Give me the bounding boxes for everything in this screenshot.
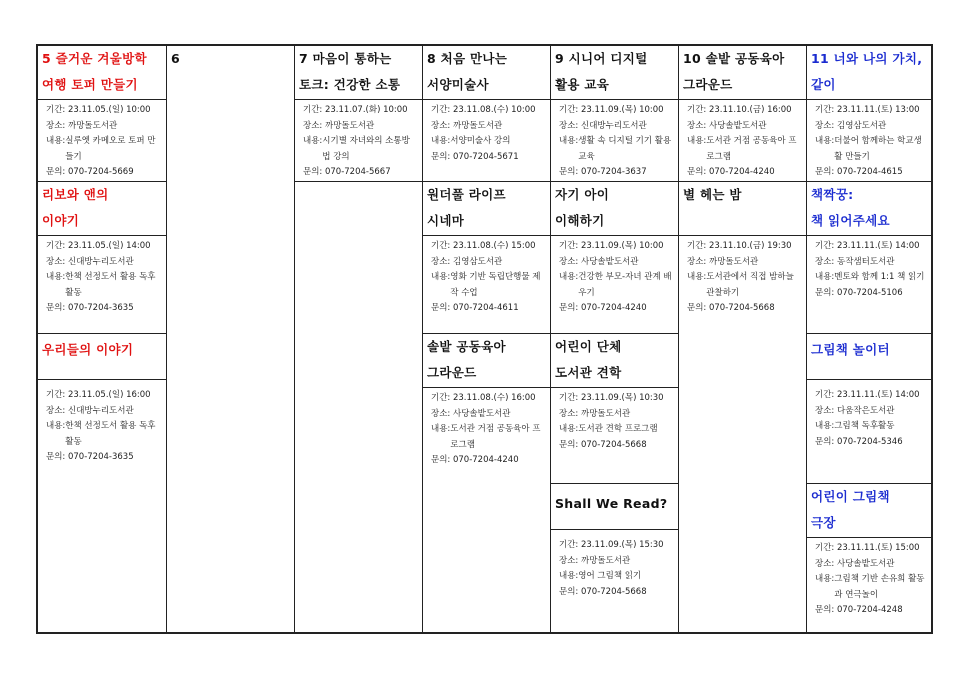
program-title: 9 시니어 디지털 활용 교육 — [551, 46, 678, 100]
day-column-9 — [550, 46, 678, 632]
program-title: 솔밭 공동육아 그라운드 — [423, 334, 550, 388]
program-details: 기간: 23.11.05.(일) 14:00 장소: 신대방누리도서관 내용: 한책 선정도서 활용 독후활동 문의: 070-7204-3635 — [38, 236, 166, 334]
calendar-grid — [36, 44, 933, 634]
day-column-7 — [294, 46, 422, 632]
program-title: 어린이 단체 도서관 견학 — [551, 334, 678, 388]
program-details: 기간: 23.11.07.(화) 10:00 장소: 까망돌도서관 내용: 시기별 자녀와의 소통방법 강의 문의: 070-7204-5667 — [295, 100, 422, 182]
program-details: 기간: 23.11.10.(금) 19:30 장소: 까망돌도서관 내용: 도서관에서 직접 밤하늘 관찰하기 문의: 070-7204-5668 — [687, 241, 794, 313]
program-details: 기간: 23.11.11.(토) 14:00 장소: 동작샘터도서관 내용: 멘토와 함께 1:1 책 읽기 문의: 070-7204-5106 — [807, 236, 931, 334]
day-column-8 — [422, 46, 550, 632]
program-title: 책짝꿍: 책 읽어주세요 — [807, 182, 931, 236]
program-details: 기간: 23.11.11.(토) 15:00 장소: 사당솔밭도서관 내용: 그림책 기반 손유희 활동과 연극놀이 문의: 070-7204-4248 — [815, 543, 925, 615]
day-column-5 — [38, 46, 166, 632]
program-details: 기간: 23.11.08.(수) 15:00 장소: 김영삼도서관 내용: 영화 기반 독립단행물 제작 수업 문의: 070-7204-4611 — [423, 236, 550, 334]
program-details: 기간: 23.11.11.(토) 13:00 장소: 김영삼도서관 내용: 더불어 함께하는 학교생활 만들기 문의: 070-7204-4615 — [807, 100, 931, 182]
program-title: 별 헤는 밤 — [679, 182, 806, 236]
program-title: 리보와 앤의 이야기 — [38, 182, 166, 236]
program-details: 기간: 23.11.08.(수) 10:00 장소: 까망돌도서관 내용: 서양미술사 강의 문의: 070-7204-5671 — [423, 100, 550, 182]
program-title: 5 즐거운 겨울방학 여행 토퍼 만들기 — [38, 46, 166, 100]
program-title: Shall We Read? — [551, 484, 678, 530]
program-details: 기간: 23.11.09.(목) 10:00 장소: 신대방누리도서관 내용: 생활 속 디지털 기기 활용 교육 문의: 070-7204-3637 — [551, 100, 678, 182]
program-title: 10 솔밭 공동육아 그라운드 — [679, 46, 806, 100]
program-details: 기간: 23.11.11.(토) 14:00 장소: 다움작은도서관 내용: 그림책 독후활동 문의: 070-7204-5346 — [807, 380, 931, 484]
program-title: 어린이 그림책 극장 — [807, 484, 931, 538]
program-details: 기간: 23.11.08.(수) 16:00 장소: 사당솔밭도서관 내용: 도서관 거점 공동육아 프로그램 문의: 070-7204-4240 — [431, 393, 541, 465]
program-details: 기간: 23.11.09.(목) 10:00 장소: 사당솔밭도서관 내용: 건강한 부모-자녀 관계 배우기 문의: 070-7204-4240 — [551, 236, 678, 334]
program-details: 기간: 23.11.09.(목) 10:30 장소: 까망돌도서관 내용: 도서관 견학 프로그램 문의: 070-7204-5668 — [551, 388, 678, 484]
program-details: 기간: 23.11.09.(목) 15:30 장소: 까망돌도서관 내용: 영어 그림책 읽기 문의: 070-7204-5668 — [559, 540, 664, 597]
program-details: 기간: 23.11.10.(금) 16:00 장소: 사당솔밭도서관 내용: 도서관 거점 공동육아 프로그램 문의: 070-7204-4240 — [679, 100, 806, 182]
program-details: 기간: 23.11.05.(일) 10:00 장소: 까망돌도서관 내용: 실루엣 카메오로 토퍼 만들기 문의: 070-7204-5669 — [38, 100, 166, 182]
program-title: 우리들의 이야기 — [38, 334, 166, 380]
day-number: 6 — [171, 51, 180, 66]
program-title: 8 처음 만나는 서양미술사 — [423, 46, 550, 100]
program-title: 7 마음이 통하는 토크: 건강한 소통 — [295, 46, 422, 100]
day-column-11 — [806, 46, 931, 632]
program-title: 그림책 놀이터 — [807, 334, 931, 380]
program-title: 원더풀 라이프 시네마 — [423, 182, 550, 236]
day-column-10 — [678, 46, 806, 632]
program-title: 11 너와 나의 가치, 같이 — [807, 46, 931, 100]
program-details: 기간: 23.11.05.(일) 16:00 장소: 신대방누리도서관 내용: 한책 선정도서 활용 독후활동 문의: 070-7204-3635 — [46, 390, 156, 462]
program-title: 자기 아이 이해하기 — [551, 182, 678, 236]
day-column-6 — [166, 46, 294, 632]
